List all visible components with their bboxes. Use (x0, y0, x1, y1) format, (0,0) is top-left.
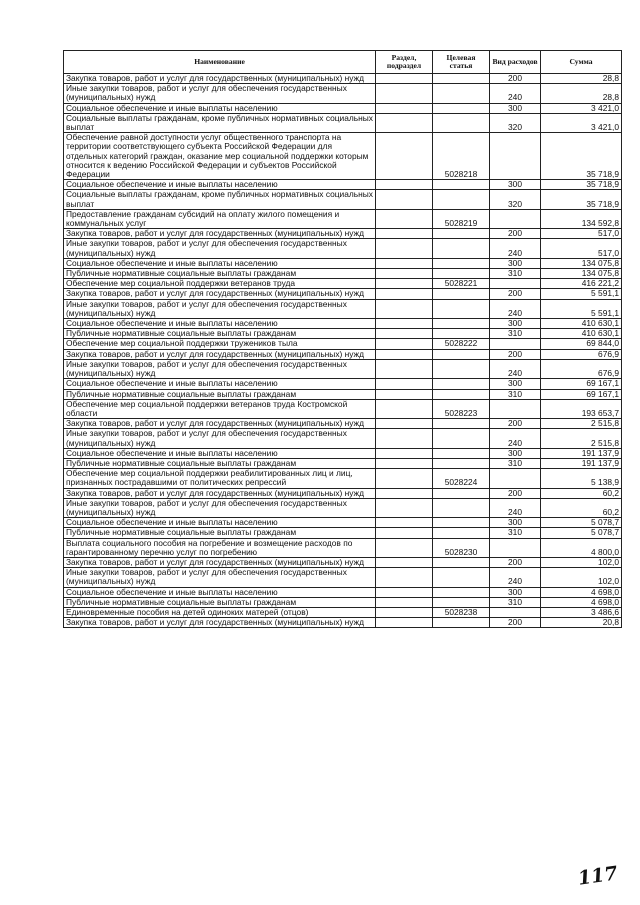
row-name: Социальное обеспечение и иные выплаты населению (64, 518, 376, 528)
row-name: Социальное обеспечение и иные выплаты населению (64, 319, 376, 329)
row-section (376, 379, 433, 389)
table-row (64, 190, 622, 209)
row-target (433, 458, 490, 468)
row-kind: 240 (490, 299, 541, 318)
row-section (376, 74, 433, 84)
row-sum: 4 800,0 (541, 538, 622, 557)
table-row (64, 258, 622, 268)
row-kind: 240 (490, 498, 541, 517)
row-sum: 28,8 (541, 74, 622, 84)
row-kind (490, 279, 541, 289)
row-section (376, 349, 433, 359)
row-sum: 3 421,0 (541, 113, 622, 132)
row-section (376, 557, 433, 567)
row-section (376, 279, 433, 289)
table-row (64, 389, 622, 399)
table-row (64, 607, 622, 617)
row-target (433, 419, 490, 429)
row-section (376, 319, 433, 329)
table-row (64, 518, 622, 528)
row-target (433, 429, 490, 448)
row-sum: 35 718,9 (541, 190, 622, 209)
row-sum: 134 592,8 (541, 209, 622, 228)
row-kind: 200 (490, 349, 541, 359)
row-sum: 20,8 (541, 618, 622, 628)
table-row (64, 419, 622, 429)
row-section (376, 587, 433, 597)
row-section (376, 607, 433, 617)
row-name: Обеспечение мер социальной поддержки тружеников тыла (64, 339, 376, 349)
row-section (376, 448, 433, 458)
row-kind: 240 (490, 429, 541, 448)
table-row (64, 279, 622, 289)
table-row (64, 103, 622, 113)
row-sum: 517,0 (541, 229, 622, 239)
row-section (376, 299, 433, 318)
row-kind (490, 209, 541, 228)
row-section (376, 229, 433, 239)
table-row (64, 84, 622, 103)
row-kind (490, 339, 541, 349)
row-name: Выплата социального пособия на погребение и возмещение расходов по гарантированному перечню услуг по погребению (64, 538, 376, 557)
row-sum: 193 653,7 (541, 399, 622, 418)
row-section (376, 469, 433, 488)
row-sum: 60,2 (541, 498, 622, 517)
row-section (376, 488, 433, 498)
row-sum: 5 138,9 (541, 469, 622, 488)
row-section (376, 498, 433, 517)
row-section (376, 190, 433, 209)
row-kind (490, 538, 541, 557)
row-section (376, 518, 433, 528)
row-sum: 676,9 (541, 349, 622, 359)
row-sum: 3 421,0 (541, 103, 622, 113)
row-sum: 416 221,2 (541, 279, 622, 289)
row-kind: 320 (490, 113, 541, 132)
row-target (433, 269, 490, 279)
row-kind: 240 (490, 239, 541, 258)
row-name: Иные закупки товаров, работ и услуг для обеспечения государственных (муниципальных) нужд (64, 359, 376, 378)
row-name: Публичные нормативные социальные выплаты гражданам (64, 597, 376, 607)
table-row (64, 339, 622, 349)
row-target (433, 379, 490, 389)
row-target: 5028222 (433, 339, 490, 349)
row-kind (490, 607, 541, 617)
row-section (376, 180, 433, 190)
row-sum: 35 718,9 (541, 133, 622, 180)
row-section (376, 289, 433, 299)
row-sum: 517,0 (541, 239, 622, 258)
table-row (64, 568, 622, 587)
row-name: Единовременные пособия на детей одиноких матерей (отцов) (64, 607, 376, 617)
row-target (433, 190, 490, 209)
table-row (64, 269, 622, 279)
row-sum: 134 075,8 (541, 269, 622, 279)
row-target (433, 180, 490, 190)
table-row (64, 379, 622, 389)
row-name: Социальное обеспечение и иные выплаты населению (64, 258, 376, 268)
table-row (64, 498, 622, 517)
row-section (376, 389, 433, 399)
row-target (433, 557, 490, 567)
row-name: Иные закупки товаров, работ и услуг для обеспечения государственных (муниципальных) нужд (64, 84, 376, 103)
table-row (64, 488, 622, 498)
row-sum: 5 078,7 (541, 528, 622, 538)
table-row (64, 469, 622, 488)
row-sum: 410 630,1 (541, 319, 622, 329)
row-sum: 35 718,9 (541, 180, 622, 190)
row-name: Иные закупки товаров, работ и услуг для обеспечения государственных (муниципальных) нужд (64, 239, 376, 258)
row-section (376, 113, 433, 132)
page-number: 117 (576, 862, 620, 890)
row-kind: 310 (490, 329, 541, 339)
row-sum: 5 591,1 (541, 299, 622, 318)
row-name: Обеспечение мер социальной поддержки ветеранов труда (64, 279, 376, 289)
row-name: Публичные нормативные социальные выплаты гражданам (64, 269, 376, 279)
row-target (433, 498, 490, 517)
row-kind (490, 399, 541, 418)
row-sum: 60,2 (541, 488, 622, 498)
row-target (433, 299, 490, 318)
row-kind: 300 (490, 518, 541, 528)
table-row (64, 587, 622, 597)
row-sum: 69 167,1 (541, 379, 622, 389)
row-target (433, 319, 490, 329)
row-kind: 320 (490, 190, 541, 209)
row-sum: 134 075,8 (541, 258, 622, 268)
row-sum: 3 486,6 (541, 607, 622, 617)
row-sum: 69 844,0 (541, 339, 622, 349)
row-section (376, 429, 433, 448)
row-section (376, 399, 433, 418)
row-target (433, 103, 490, 113)
row-section (376, 239, 433, 258)
row-target (433, 239, 490, 258)
row-kind: 300 (490, 258, 541, 268)
row-sum: 5 078,7 (541, 518, 622, 528)
row-kind: 200 (490, 618, 541, 628)
row-target: 5028221 (433, 279, 490, 289)
row-sum: 5 591,1 (541, 289, 622, 299)
row-name: Публичные нормативные социальные выплаты гражданам (64, 329, 376, 339)
table-row (64, 349, 622, 359)
row-kind: 300 (490, 587, 541, 597)
row-target (433, 618, 490, 628)
row-kind: 240 (490, 568, 541, 587)
table-row (64, 180, 622, 190)
header-name: Наименование (64, 51, 376, 74)
row-target (433, 488, 490, 498)
row-name: Закупка товаров, работ и услуг для государственных (муниципальных) нужд (64, 557, 376, 567)
row-sum: 2 515,8 (541, 419, 622, 429)
row-target (433, 518, 490, 528)
row-target: 5028219 (433, 209, 490, 228)
row-target (433, 113, 490, 132)
table-row (64, 557, 622, 567)
row-target: 5028218 (433, 133, 490, 180)
row-name: Социальные выплаты гражданам, кроме публичных нормативных социальных выплат (64, 190, 376, 209)
row-kind (490, 133, 541, 180)
row-name: Иные закупки товаров, работ и услуг для обеспечения государственных (муниципальных) нужд (64, 568, 376, 587)
row-name: Социальные выплаты гражданам, кроме публичных нормативных социальных выплат (64, 113, 376, 132)
row-kind: 200 (490, 488, 541, 498)
row-target (433, 597, 490, 607)
row-kind: 310 (490, 458, 541, 468)
row-sum: 410 630,1 (541, 329, 622, 339)
row-name: Обеспечение мер социальной поддержки реабилитированных лиц и лиц, признанных пострадавшими от политических репрессий (64, 469, 376, 488)
row-name: Публичные нормативные социальные выплаты гражданам (64, 458, 376, 468)
row-sum: 102,0 (541, 557, 622, 567)
row-sum: 102,0 (541, 568, 622, 587)
table-row (64, 289, 622, 299)
row-section (376, 329, 433, 339)
row-section (376, 597, 433, 607)
row-kind: 200 (490, 289, 541, 299)
row-kind: 310 (490, 528, 541, 538)
row-name: Социальное обеспечение и иные выплаты населению (64, 379, 376, 389)
row-kind: 300 (490, 103, 541, 113)
row-name: Закупка товаров, работ и услуг для государственных (муниципальных) нужд (64, 74, 376, 84)
row-section (376, 258, 433, 268)
row-name: Закупка товаров, работ и услуг для государственных (муниципальных) нужд (64, 618, 376, 628)
row-kind: 300 (490, 180, 541, 190)
row-name: Иные закупки товаров, работ и услуг для обеспечения государственных (муниципальных) нужд (64, 429, 376, 448)
table-row (64, 133, 622, 180)
row-section (376, 528, 433, 538)
row-name: Закупка товаров, работ и услуг для государственных (муниципальных) нужд (64, 229, 376, 239)
row-name: Иные закупки товаров, работ и услуг для обеспечения государственных (муниципальных) нужд (64, 498, 376, 517)
table-row (64, 239, 622, 258)
row-target: 5028223 (433, 399, 490, 418)
row-name: Закупка товаров, работ и услуг для государственных (муниципальных) нужд (64, 488, 376, 498)
header-kind: Вид расходов (490, 51, 541, 74)
table-row (64, 359, 622, 378)
row-section (376, 209, 433, 228)
row-target (433, 448, 490, 458)
row-section (376, 103, 433, 113)
budget-table (63, 50, 622, 628)
row-kind: 200 (490, 419, 541, 429)
row-target (433, 329, 490, 339)
table-row (64, 448, 622, 458)
table-row (64, 319, 622, 329)
row-kind: 240 (490, 359, 541, 378)
row-sum: 2 515,8 (541, 429, 622, 448)
row-kind (490, 469, 541, 488)
row-name: Закупка товаров, работ и услуг для государственных (муниципальных) нужд (64, 349, 376, 359)
row-name: Социальное обеспечение и иные выплаты населению (64, 448, 376, 458)
row-kind: 300 (490, 319, 541, 329)
row-section (376, 419, 433, 429)
table-row (64, 329, 622, 339)
row-name: Обеспечение мер социальной поддержки ветеранов труда Костромской области (64, 399, 376, 418)
row-name: Социальное обеспечение и иные выплаты населению (64, 103, 376, 113)
table-row (64, 74, 622, 84)
row-kind: 310 (490, 389, 541, 399)
row-section (376, 359, 433, 378)
table-row (64, 618, 622, 628)
row-kind: 300 (490, 379, 541, 389)
row-target: 5028230 (433, 538, 490, 557)
row-section (376, 538, 433, 557)
table-body (64, 74, 622, 628)
table-row (64, 209, 622, 228)
table-row (64, 113, 622, 132)
row-name: Иные закупки товаров, работ и услуг для обеспечения государственных (муниципальных) нужд (64, 299, 376, 318)
row-target (433, 587, 490, 597)
row-name: Предоставление гражданам субсидий на оплату жилого помещения и коммунальных услуг (64, 209, 376, 228)
row-kind: 200 (490, 74, 541, 84)
row-target: 5028238 (433, 607, 490, 617)
row-target (433, 349, 490, 359)
row-target (433, 258, 490, 268)
table-row (64, 528, 622, 538)
row-section (376, 269, 433, 279)
row-section (376, 568, 433, 587)
table-row (64, 597, 622, 607)
row-sum: 4 698,0 (541, 597, 622, 607)
header-target: Целевая статья (433, 51, 490, 74)
table-row (64, 399, 622, 418)
row-target (433, 289, 490, 299)
row-sum: 28,8 (541, 84, 622, 103)
row-sum: 4 698,0 (541, 587, 622, 597)
table-row (64, 458, 622, 468)
row-section (376, 458, 433, 468)
row-kind: 200 (490, 557, 541, 567)
row-target: 5028224 (433, 469, 490, 488)
row-name: Закупка товаров, работ и услуг для государственных (муниципальных) нужд (64, 289, 376, 299)
row-target (433, 528, 490, 538)
row-target (433, 74, 490, 84)
row-name: Публичные нормативные социальные выплаты гражданам (64, 389, 376, 399)
table-row (64, 299, 622, 318)
row-target (433, 359, 490, 378)
row-kind: 240 (490, 84, 541, 103)
row-target (433, 389, 490, 399)
row-name: Социальное обеспечение и иные выплаты населению (64, 180, 376, 190)
row-name: Обеспечение равной доступности услуг общественного транспорта на территории соответствующего субъекта Российской Федерации для отдельных категорий граждан, оказание мер социальной поддержки которым относится к ведению Российской Федерации и субъектов Российской Федерации (64, 133, 376, 180)
row-name: Закупка товаров, работ и услуг для государственных (муниципальных) нужд (64, 419, 376, 429)
row-kind: 310 (490, 597, 541, 607)
row-kind: 310 (490, 269, 541, 279)
row-kind: 300 (490, 448, 541, 458)
row-target (433, 84, 490, 103)
table-row (64, 229, 622, 239)
row-kind: 200 (490, 229, 541, 239)
row-sum: 676,9 (541, 359, 622, 378)
table-header-row (64, 51, 622, 74)
row-target (433, 568, 490, 587)
header-sum: Сумма (541, 51, 622, 74)
row-section (376, 84, 433, 103)
row-section (376, 339, 433, 349)
row-name: Публичные нормативные социальные выплаты гражданам (64, 528, 376, 538)
table-row (64, 538, 622, 557)
row-sum: 191 137,9 (541, 448, 622, 458)
row-name: Социальное обеспечение и иные выплаты населению (64, 587, 376, 597)
row-target (433, 229, 490, 239)
row-sum: 191 137,9 (541, 458, 622, 468)
header-section: Раздел, подраздел (376, 51, 433, 74)
row-sum: 69 167,1 (541, 389, 622, 399)
row-section (376, 618, 433, 628)
row-section (376, 133, 433, 180)
table-row (64, 429, 622, 448)
